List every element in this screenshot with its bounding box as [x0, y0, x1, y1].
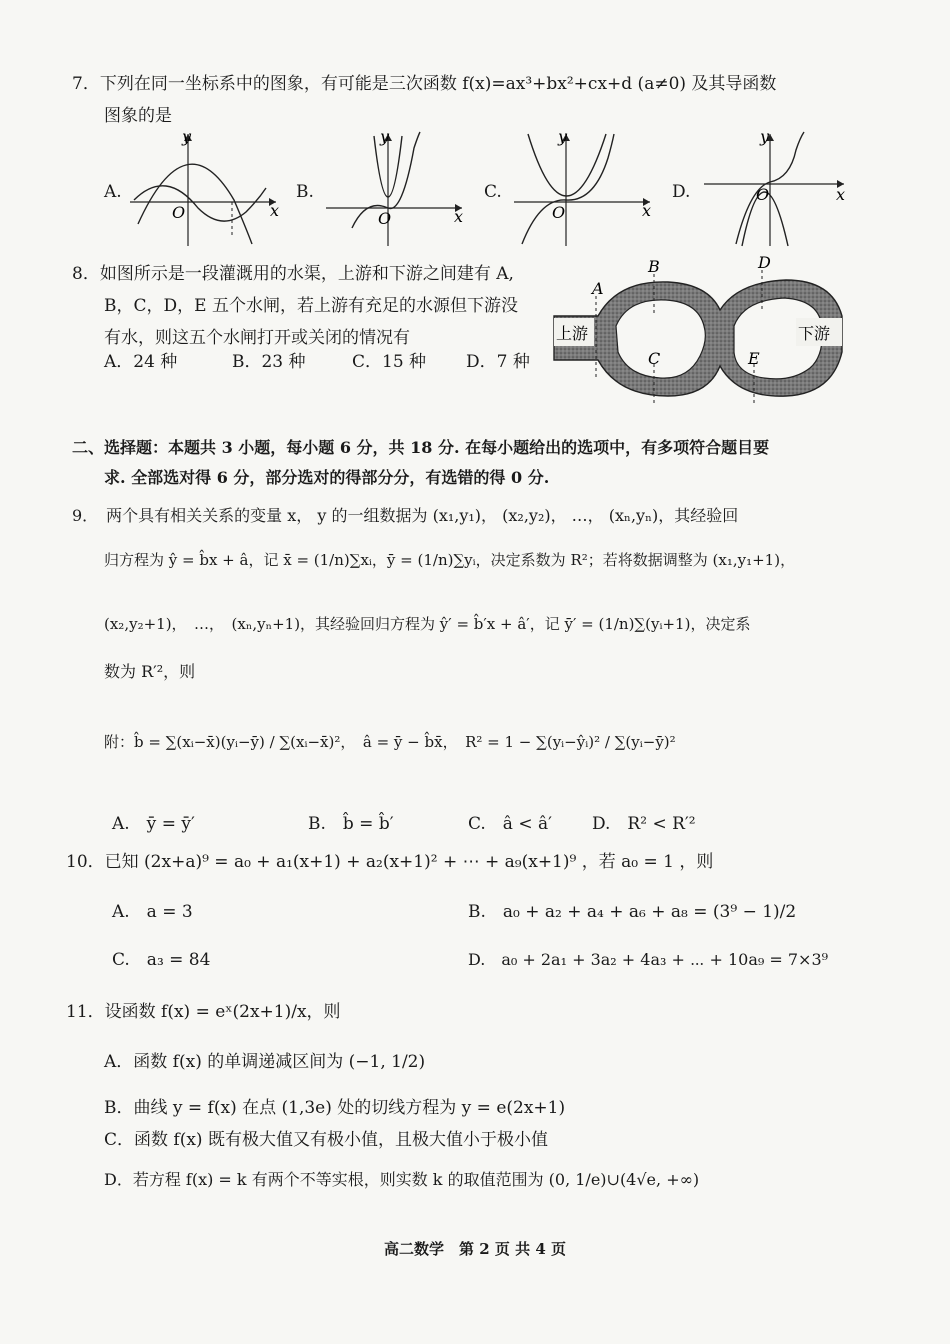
q9-option-d: D. R² < R′²	[592, 814, 696, 834]
q11-stem: 11．设函数 f(x) = eˣ(2x+1)/x，则	[66, 1002, 341, 1022]
q7-a-x-label: x	[270, 201, 280, 220]
q7-d-origin: O	[756, 185, 770, 204]
q10-option-b: B. a₀ + a₂ + a₄ + a₆ + a₈ = (3⁹ − 1)/2	[468, 902, 797, 922]
q9-option-a: A. ȳ = ȳ′	[112, 814, 195, 834]
q8-option-d: D．7 种	[466, 352, 530, 372]
q7-c-y-label: y	[558, 128, 568, 146]
q7-c-x-label: x	[642, 201, 652, 220]
upstream-label: 上游	[556, 324, 589, 343]
q7-b-x-label: x	[454, 207, 464, 226]
q8-option-a: A．24 种	[104, 352, 178, 372]
section2-line1: 二、选择题：本题共 3 小题，每小题 6 分，共 18 分. 在每小题给出的选项中，有多项符合题目要	[72, 438, 770, 457]
q10-option-c: C. a₃ = 84	[112, 950, 211, 970]
q9-line1: 9． 两个具有相关关系的变量 x， y 的一组数据为 (x₁,y₁)， (x₂,y₂)， …， (xₙ,yₙ)，其经验回	[72, 506, 739, 525]
q9-option-c: C. â < â′	[468, 814, 552, 834]
page-footer: 高二数学 第 2 页 共 4 页	[384, 1240, 566, 1258]
gate-a-label: A	[592, 279, 604, 298]
q10-option-d: D. a₀ + 2a₁ + 3a₂ + 4a₃ + ⋯ + 10a₉ = 7×3⁹	[468, 950, 829, 969]
q9-line2: 归方程为 ŷ = b̂x + â，记 x̄ = (1/n)∑xᵢ，ȳ = (1/n)∑yᵢ，决定系数为 R²；若将数据调整为 (x₁,y₁+1)，	[104, 551, 796, 569]
q7-graph-a	[126, 128, 286, 250]
downstream-label: 下游	[798, 324, 831, 343]
q8-stem-line1: 8．如图所示是一段灌溉用的水渠，上游和下游之间建有 A,	[72, 264, 514, 284]
canal-island-left	[616, 300, 705, 378]
q8-option-b: B．23 种	[232, 352, 306, 372]
q8-option-c: C．15 种	[352, 352, 427, 372]
q7-d-y-label: y	[760, 128, 770, 146]
gate-d-label: D	[758, 256, 771, 272]
q7-graph-c	[510, 128, 660, 250]
section2-line2: 求. 全部选对得 6 分，部分选对的得部分分，有选错的得 0 分.	[104, 468, 550, 487]
q7-a-origin: O	[172, 203, 186, 222]
q7-option-b-label: B.	[296, 182, 314, 202]
q7-graph-d	[700, 128, 852, 250]
q11-option-b: B．曲线 y = f(x) 在点 (1,3e) 处的切线方程为 y = e(2x+1)	[104, 1098, 566, 1118]
q11-option-a: A．函数 f(x) 的单调递减区间为 (−1, 1/2)	[104, 1052, 426, 1072]
q10-stem: 10．已知 (2x+a)⁹ = a₀ + a₁(x+1) + a₂(x+1)² + ⋯ + a₉(x+1)⁹ ，若 a₀ = 1 ，则	[66, 852, 714, 872]
q8-stem-line2: B，C，D，E 五个水闸，若上游有充足的水源但下游没	[104, 296, 518, 316]
gate-b-label: B	[648, 257, 660, 276]
gate-e-label: E	[748, 349, 760, 368]
q9-formula: 附：b̂ = ∑(xᵢ−x̄)(yᵢ−ȳ) / ∑(xᵢ−x̄)²， â = ȳ − b̂x̄， R² = 1 − ∑(yᵢ−ŷᵢ)² / ∑(yᵢ−ȳ)²	[104, 733, 676, 751]
canal-diagram	[548, 256, 848, 412]
q9-option-b: B. b̂ = b̂′	[308, 814, 394, 834]
q9-line3: (x₂,y₂+1)， …， (xₙ,yₙ+1)，其经验回归方程为 ŷ′ = b̂′x + â′，记 ȳ′ = (1/n)∑(yᵢ+1)，决定系	[104, 615, 751, 633]
q7-stem-line2: 图象的是	[104, 106, 172, 126]
q7-option-a-label: A.	[104, 182, 122, 202]
q8-stem-line3: 有水，则这五个水闸打开或关闭的情况有	[104, 328, 410, 348]
q7-stem-line1: 7．下列在同一坐标系中的图象，有可能是三次函数 f(x)=ax³+bx²+cx+d (a≠0) 及其导函数	[72, 74, 777, 94]
q7-b-y-label: y	[380, 128, 390, 146]
gate-c-label: C	[648, 349, 661, 368]
q7-option-d-label: D.	[672, 182, 691, 202]
q11-option-c: C．函数 f(x) 既有极大值又有极小值，且极大值小于极小值	[104, 1130, 548, 1150]
q7-option-c-label: C.	[484, 182, 502, 202]
q7-graph-b	[322, 128, 472, 250]
q7-a-y-label: y	[182, 128, 192, 146]
q9-line4: 数为 R′²，则	[104, 662, 196, 681]
q7-d-x-label: x	[836, 185, 846, 204]
q11-option-d: D．若方程 f(x) = k 有两个不等实根，则实数 k 的取值范围为 (0, 1/e)∪(4√e, +∞)	[104, 1170, 700, 1189]
q7-c-origin: O	[552, 203, 566, 222]
q10-option-a: A. a = 3	[112, 902, 193, 922]
q7-b-origin: O	[378, 209, 392, 228]
